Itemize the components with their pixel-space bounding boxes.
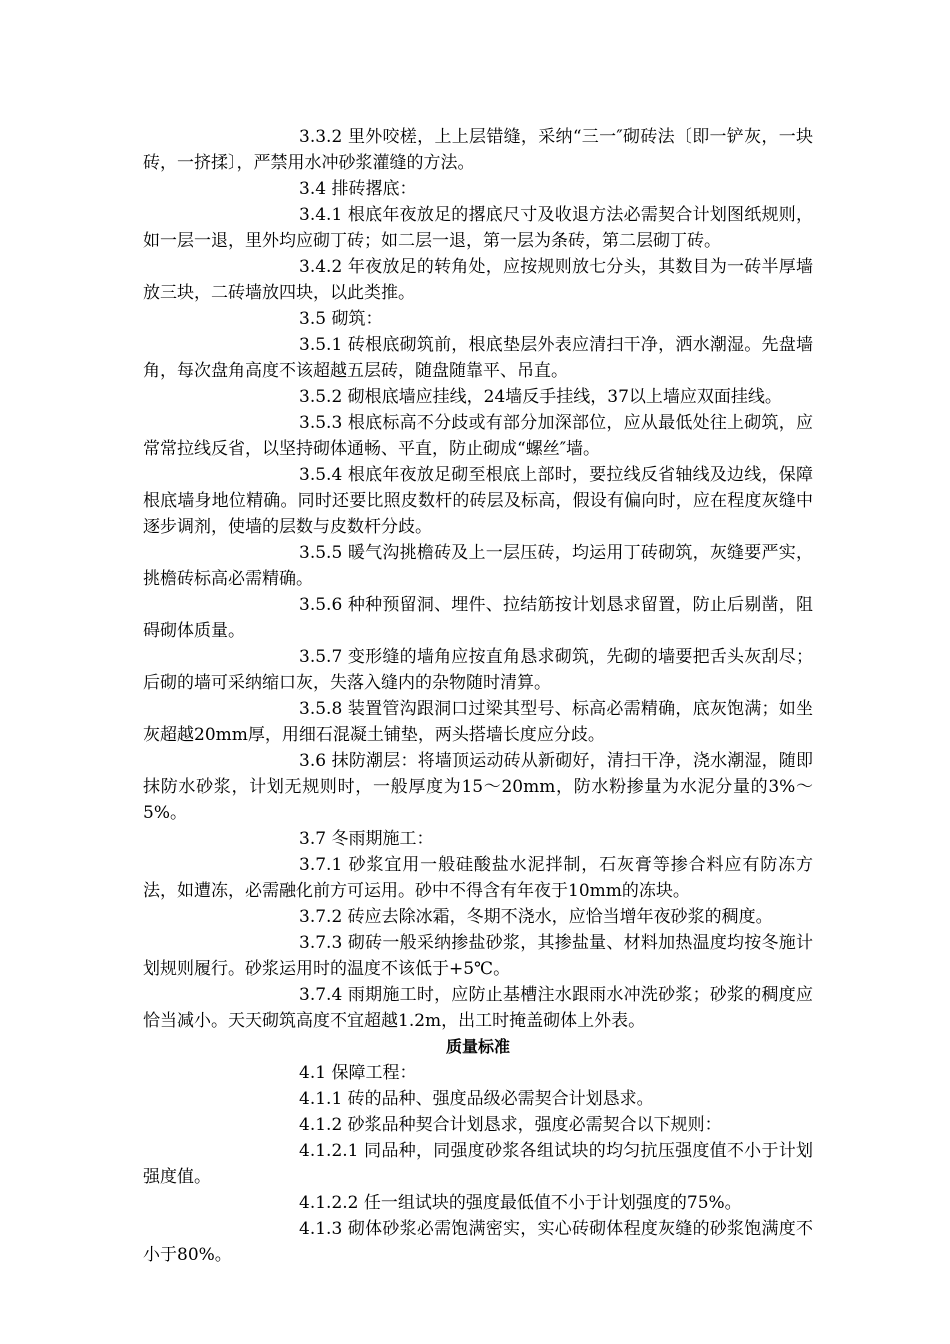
clause-text: 砂浆品种契合计划恳求，强度必需契合以下规则： bbox=[347, 1115, 722, 1135]
clause-number: 4.1.2.2 bbox=[299, 1193, 359, 1213]
clause-number: 3.3.2 bbox=[299, 127, 343, 147]
clause-text: 根底年夜放足的撂底尺寸及收退方法必需契合计划图纸规则，如一层一退，里外均应砌丁砖；如二层一退，第一层为条砖，第二层砌丁砖。 bbox=[143, 205, 813, 251]
paragraph bbox=[143, 1190, 813, 1216]
clause-number: 3.6 bbox=[299, 751, 327, 771]
paragraph bbox=[143, 852, 813, 904]
clause-number: 3.7.2 bbox=[299, 907, 343, 927]
paragraph bbox=[143, 904, 813, 930]
clause-number: 3.5 bbox=[299, 309, 327, 329]
clause-number: 3.5.6 bbox=[299, 595, 343, 615]
clause-text: 雨期施工时，应防止基槽注水跟雨水冲洗砂浆；砂浆的稠度应恰当减小。天天砌筑高度不宜超越1.2m，出工时掩盖砌体上外表。 bbox=[143, 985, 813, 1031]
paragraph bbox=[143, 410, 813, 462]
clause-text: 种种预留洞、埋件、拉结筋按计划恳求留置，防止后剔凿，阻碍砌体质量。 bbox=[143, 595, 813, 641]
clause-text: 里外咬槎，上上层错缝，采纳“三一″砌砖法〔即一铲灰，一块砖，一挤揉〕，严禁用水冲砂浆灌缝的方法。 bbox=[143, 127, 813, 173]
clause-number: 3.5.2 bbox=[299, 387, 343, 407]
clause-number: 4.1.2.1 bbox=[299, 1141, 359, 1161]
clause-number: 3.5.5 bbox=[299, 543, 343, 563]
clause-text: 根底年夜放足砌至根底上部时，要拉线反省轴线及边线，保障根底墙身地位精确。同时还要比照皮数杆的砖层及标高，假设有偏向时，应在程度灰缝中逐步调剂，使墙的层数与皮数杆分歧。 bbox=[143, 465, 813, 537]
paragraph bbox=[143, 644, 813, 696]
paragraph bbox=[143, 1138, 813, 1190]
paragraph bbox=[143, 332, 813, 384]
clause-text: 砌砖一般采纳掺盐砂浆，其掺盐量、材料加热温度均按冬施计划规则履行。砂浆运用时的温度不该低于+5℃。 bbox=[143, 933, 813, 979]
paragraph bbox=[143, 826, 813, 852]
clause-number: 3.7.1 bbox=[299, 855, 343, 875]
paragraph bbox=[143, 384, 813, 410]
section-heading: 质量标准 bbox=[445, 1037, 510, 1056]
clause-number: 3.4 bbox=[299, 179, 327, 199]
clause-text: 冬雨期施工： bbox=[331, 829, 434, 849]
paragraph bbox=[143, 696, 813, 748]
clause-text: 砌根底墙应挂线，24墙反手挂线，37以上墙应双面挂线。 bbox=[347, 387, 782, 407]
paragraph bbox=[143, 1060, 813, 1086]
paragraph bbox=[143, 592, 813, 644]
clause-text: 保障工程： bbox=[331, 1063, 417, 1083]
paragraph bbox=[143, 202, 813, 254]
document-page bbox=[143, 124, 813, 1268]
paragraph bbox=[143, 1086, 813, 1112]
clause-number: 3.4.2 bbox=[299, 257, 343, 277]
paragraph bbox=[143, 1112, 813, 1138]
clause-text: 变形缝的墙角应按直角恳求砌筑，先砌的墙要把舌头灰刮尽；后砌的墙可采纳缩口灰，失落入缝内的杂物随时清算。 bbox=[143, 647, 813, 693]
clause-text: 暖气沟挑檐砖及上一层压砖，均运用丁砖砌筑，灰缝要严实，挑檐砖标高必需精确。 bbox=[143, 543, 813, 589]
clause-text: 排砖撂底： bbox=[331, 179, 417, 199]
paragraph bbox=[143, 462, 813, 540]
clause-number: 4.1.3 bbox=[299, 1219, 343, 1239]
clause-text: 任一组试块的强度最低值不小于计划强度的75%。 bbox=[363, 1193, 742, 1213]
paragraph bbox=[143, 306, 813, 332]
clause-number: 3.7 bbox=[299, 829, 327, 849]
paragraph bbox=[143, 540, 813, 592]
paragraph bbox=[143, 254, 813, 306]
clause-number: 3.5.7 bbox=[299, 647, 343, 667]
clause-number: 4.1.2 bbox=[299, 1115, 343, 1135]
clause-text: 根底标高不分歧或有部分加深部位，应从最低处往上砌筑，应常常拉线反省，以坚持砌体通畅、平直，防止砌成“螺丝″墙。 bbox=[143, 413, 813, 459]
clause-text: 砖的品种、强度品级必需契合计划恳求。 bbox=[347, 1089, 654, 1109]
clause-text: 抹防潮层：将墙顶运动砖从新砌好，清扫干净，浇水潮湿，随即抹防水砂浆，计划无规则时，一般厚度为15～20mm，防水粉掺量为水泥分量的3%～5%。 bbox=[143, 751, 814, 823]
clause-number: 3.5.3 bbox=[299, 413, 343, 433]
paragraph bbox=[143, 176, 813, 202]
clause-text: 砖根底砌筑前，根底垫层外表应清扫干净，洒水潮湿。先盘墙角，每次盘角高度不该超越五层砖，随盘随靠平、吊直。 bbox=[143, 335, 813, 381]
clause-number: 3.7.4 bbox=[299, 985, 343, 1005]
paragraph bbox=[143, 1216, 813, 1268]
paragraph bbox=[143, 748, 813, 826]
clause-number: 3.5.8 bbox=[299, 699, 343, 719]
clause-number: 3.5.4 bbox=[299, 465, 343, 485]
clause-number: 3.4.1 bbox=[299, 205, 343, 225]
clause-number: 4.1 bbox=[299, 1063, 327, 1083]
clause-text: 砌筑： bbox=[331, 309, 383, 329]
paragraph bbox=[143, 982, 813, 1034]
paragraph bbox=[143, 930, 813, 982]
clause-number: 4.1.1 bbox=[299, 1089, 343, 1109]
clause-text: 同品种，同强度砂浆各组试块的均匀抗压强度值不小于计划强度值。 bbox=[143, 1141, 814, 1187]
clause-text: 装置管沟跟洞口过梁其型号、标高必需精确，底灰饱满；如坐灰超越20mm厚，用细石混凝土铺垫，两头搭墙长度应分歧。 bbox=[143, 699, 813, 745]
paragraph bbox=[143, 124, 813, 176]
clause-text: 砖应去除冰霜，冬期不浇水，应恰当增年夜砂浆的稠度。 bbox=[347, 907, 773, 927]
clause-text: 砂浆宜用一般硅酸盐水泥拌制，石灰膏等掺合料应有防冻方法，如遭冻，必需融化前方可运用。砂中不得含有年夜于10mm的冻块。 bbox=[143, 855, 814, 901]
clause-number: 3.7.3 bbox=[299, 933, 343, 953]
clause-text: 年夜放足的转角处，应按规则放七分头，其数目为一砖半厚墙放三块，二砖墙放四块，以此类推。 bbox=[143, 257, 813, 303]
clause-text: 砌体砂浆必需饱满密实，实心砖砌体程度灰缝的砂浆饱满度不小于80%。 bbox=[143, 1219, 813, 1265]
clause-number: 3.5.1 bbox=[299, 335, 343, 355]
